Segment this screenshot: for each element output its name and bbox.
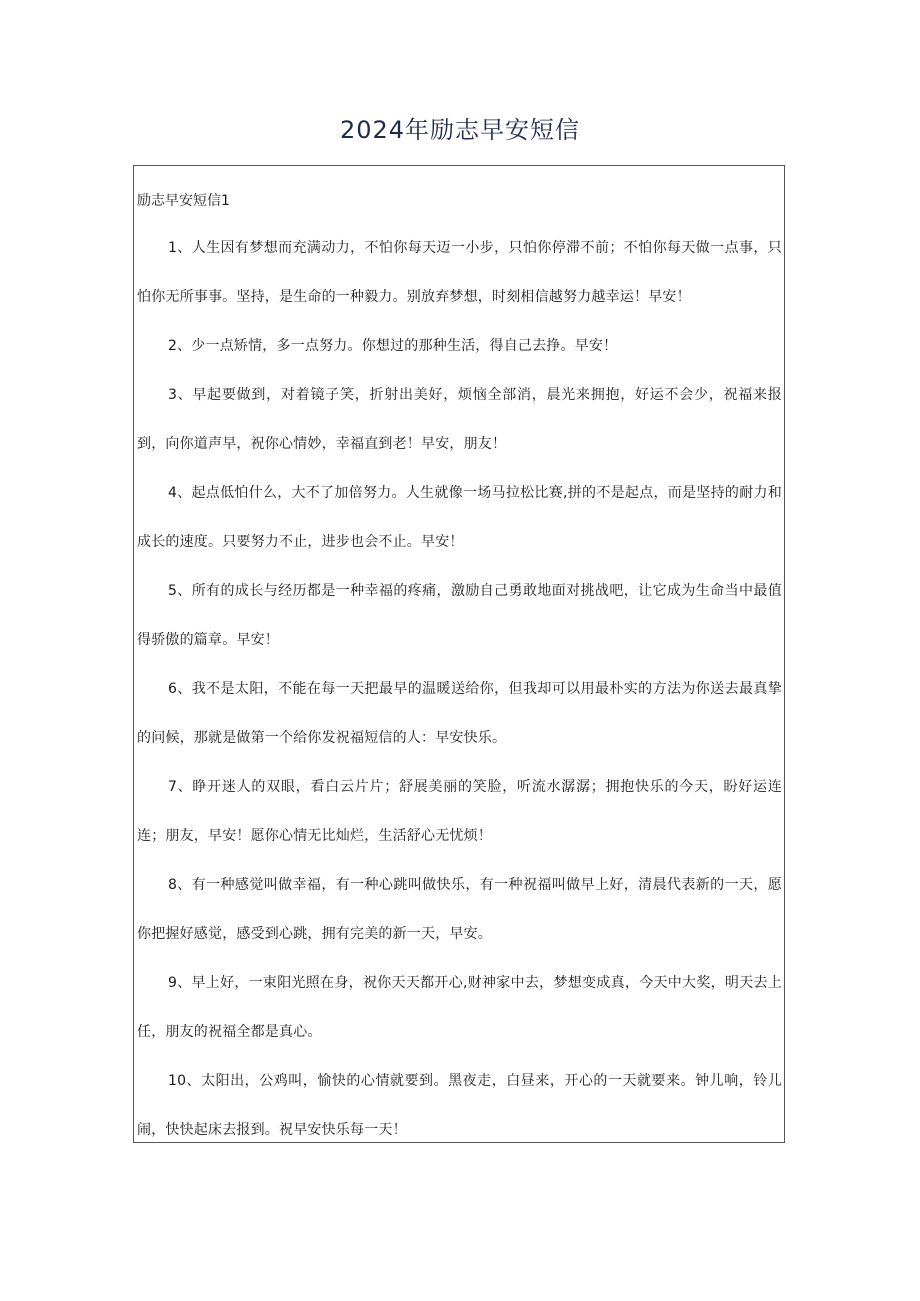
paragraph-3: 3、早起要做到，对着镜子笑，折射出美好，烦恼全部消，晨光来拥抱，好运不会少，祝福来报到，向你道声早，祝你心情妙，幸福直到老！早安，朋友！ — [137, 387, 782, 452]
paragraph-1: 1、人生因有梦想而充满动力，不怕你每天迈一小步，只怕你停滞不前；不怕你每天做一点事，只怕你无所事事。坚持，是生命的一种毅力。别放弃梦想，时刻相信越努力越幸运！早安！ — [137, 240, 782, 305]
section-heading: 励志早安短信1 — [137, 193, 230, 209]
paragraph-10: 10、太阳出，公鸡叫，愉快的心情就要到。黑夜走，白昼来，开心的一天就要来。钟儿响，铃儿闹，快快起床去报到。祝早安快乐每一天！ — [137, 1073, 782, 1138]
paragraph-4: 4、起点低怕什么，大不了加倍努力。人生就像一场马拉松比赛,拼的不是起点，而是坚持的耐力和成长的速度。只要努力不止，进步也会不止。早安！ — [137, 485, 782, 550]
paragraph-6: 6、我不是太阳，不能在每一天把最早的温暖送给你，但我却可以用最朴实的方法为你送去最真挚的问候，那就是做第一个给你发祝福短信的人：早安快乐。 — [137, 681, 782, 746]
paragraph-2: 2、少一点矫情，多一点努力。你想过的那种生活，得自己去挣。早安！ — [168, 338, 618, 354]
paragraph-8: 8、有一种感觉叫做幸福，有一种心跳叫做快乐，有一种祝福叫做早上好，清晨代表新的一天，愿你把握好感觉，感受到心跳，拥有完美的新一天，早安。 — [137, 877, 782, 942]
paragraph-9: 9、早上好，一束阳光照在身，祝你天天都开心,财神家中去，梦想变成真，今天中大奖，明天去上任，朋友的祝福全都是真心。 — [137, 975, 782, 1040]
content-box — [133, 165, 785, 1143]
paragraph-5: 5、所有的成长与经历都是一种幸福的疼痛，激励自己勇敢地面对挑战吧，让它成为生命当中最值得骄傲的篇章。早安！ — [137, 583, 782, 648]
page-title: 2024年励志早安短信 — [339, 116, 581, 144]
paragraph-7: 7、睁开迷人的双眼，看白云片片；舒展美丽的笑脸，听流水潺潺；拥抱快乐的今天，盼好运连连；朋友，早安！愿你心情无比灿烂，生活舒心无忧烦！ — [137, 779, 782, 844]
